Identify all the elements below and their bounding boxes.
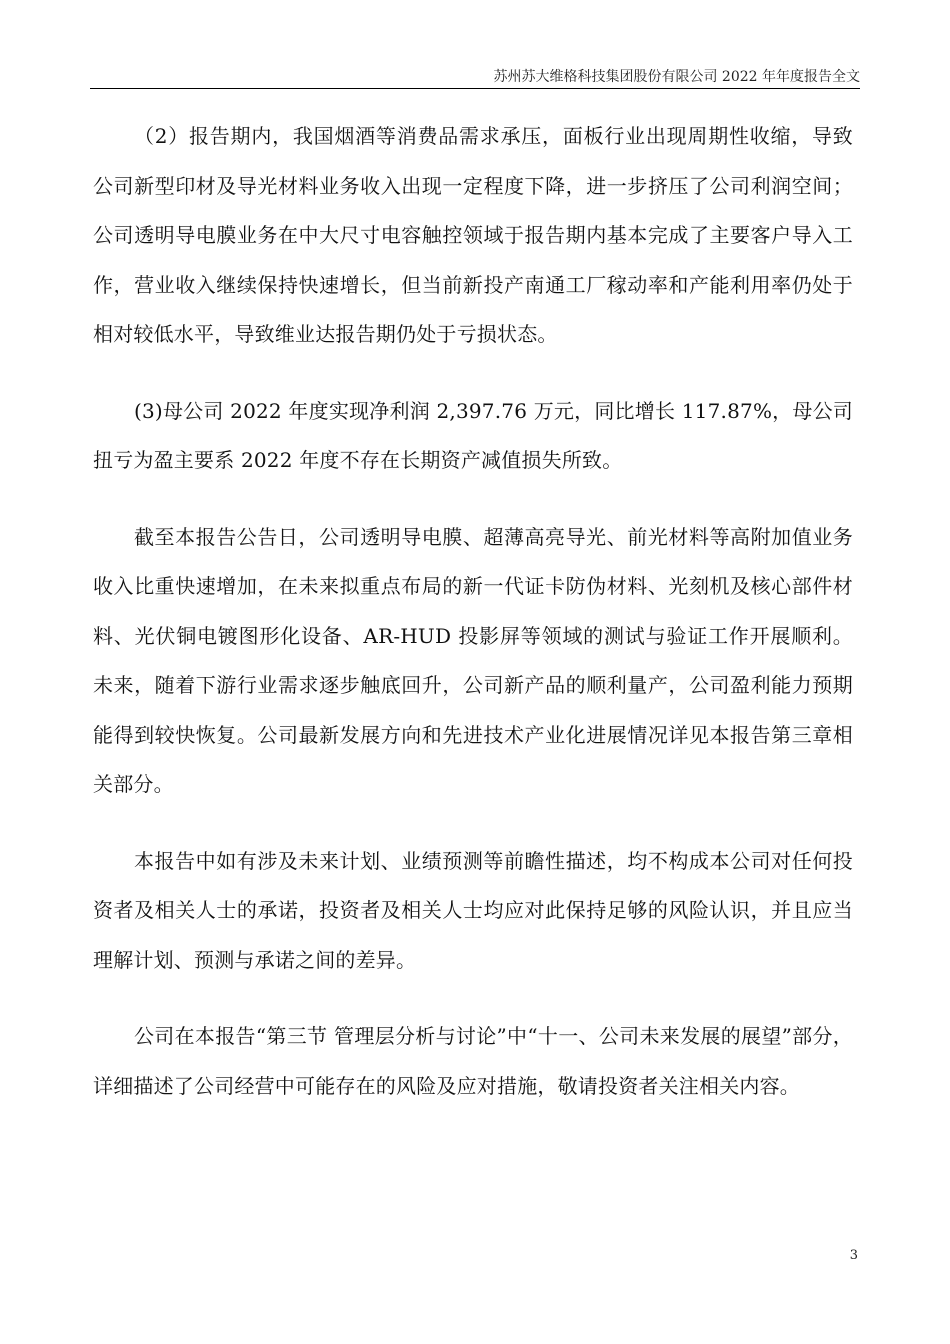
page-number: 3 (849, 1248, 858, 1263)
paragraph-outlook: 截至本报告公告日，公司透明导电膜、超薄高亮导光、前光材料等高附加值业务收入比重快速增加，在未来拟重点布局的新一代证卡防伪材料、光刻机及核心部件材料、光伏铜电镀图形化设备、AR-HUD 投影屏等领域的测试与验证工作开展顺利。未来，随着下游行业需求逐步触底回升，公司新产品的顺利量产，公司盈利能力预期能得到较快恢复。公司最新发展方向和先进技术产业化进展情况详见本报告第三章相关部分。 (93, 524, 853, 796)
paragraph-risk-reference: 公司在本报告“第三节 管理层分析与讨论”中“十一、公司未来发展的展望”部分，详细描述了公司经营中可能存在的风险及应对措施，敬请投资者关注相关内容。 (93, 1024, 853, 1098)
paragraph-2-loss-reasons: （2）报告期内，我国烟酒等消费品需求承压，面板行业出现周期性收缩，导致公司新型印材及导光材料业务收入出现一定程度下降，进一步挤压了公司利润空间；公司透明导电膜业务在中大尺寸电容触控领域于报告期内基本完成了主要客户导入工作，营业收入继续保持快速增长，但当前新投产南通工厂稼动率和产能利用率仍处于相对较低水平，导致维业达报告期仍处于亏损状态。 (93, 124, 853, 346)
page-header (90, 62, 860, 89)
paragraph-3-parent-profit: (3)母公司 2022 年度实现净利润 2,397.76 万元，同比增长 117.87%，母公司扭亏为盈主要系 2022 年度不存在长期资产减值损失所致。 (93, 398, 853, 472)
header-title: 苏州苏大维格科技集团股份有限公司 2022 年年度报告全文 (493, 69, 860, 85)
document-body (93, 112, 853, 1138)
paragraph-forward-looking-disclaimer: 本报告中如有涉及未来计划、业绩预测等前瞻性描述，均不构成本公司对任何投资者及相关人士的承诺，投资者及相关人士均应对此保持足够的风险认识，并且应当理解计划、预测与承诺之间的差异。 (93, 848, 853, 972)
